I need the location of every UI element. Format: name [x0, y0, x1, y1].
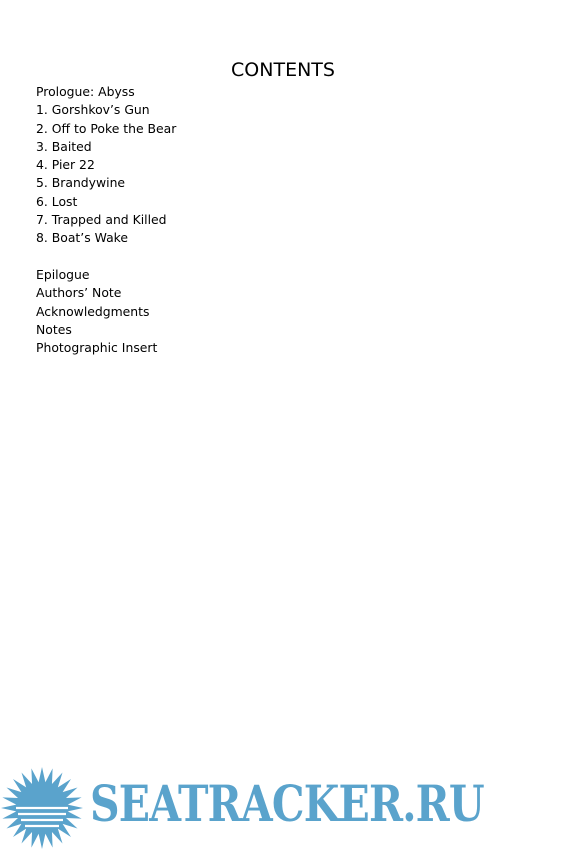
toc-entry-prologue[interactable]: Prologue: Abyss	[36, 84, 135, 99]
toc-entry-chapter-4[interactable]: 4. Pier 22	[36, 157, 95, 173]
toc-entry-photographic-insert[interactable]: Photographic Insert	[36, 340, 158, 356]
toc-entry-authors-note[interactable]: Authors’ Note	[36, 285, 122, 301]
toc-entry-chapter-2[interactable]: 2. Off to Poke the Bear	[36, 120, 177, 136]
toc-entry-chapter-5[interactable]: 5. Brandywine	[36, 175, 126, 191]
toc-entry-acknowledgments[interactable]: Acknowledgments	[36, 303, 150, 319]
toc-entry-notes[interactable]: Notes	[36, 321, 72, 337]
toc-entry-chapter-6[interactable]: 6. Lost	[36, 193, 78, 209]
page-title: CONTENTS	[231, 59, 335, 81]
sun-icon	[0, 766, 86, 850]
watermark-text: SEATRACKER.RU	[90, 774, 484, 833]
toc-entry-chapter-7[interactable]: 7. Trapped and Killed	[36, 212, 167, 228]
back-matter-list	[36, 266, 157, 357]
toc-entry-chapter-3[interactable]: 3. Baited	[36, 138, 92, 154]
watermark	[0, 766, 566, 850]
chapter-list	[36, 83, 176, 248]
toc-entry-epilogue[interactable]: Epilogue	[36, 267, 90, 282]
toc-entry-chapter-1[interactable]: 1. Gorshkov’s Gun	[36, 102, 150, 118]
toc-entry-chapter-8[interactable]: 8. Boat’s Wake	[36, 230, 129, 246]
